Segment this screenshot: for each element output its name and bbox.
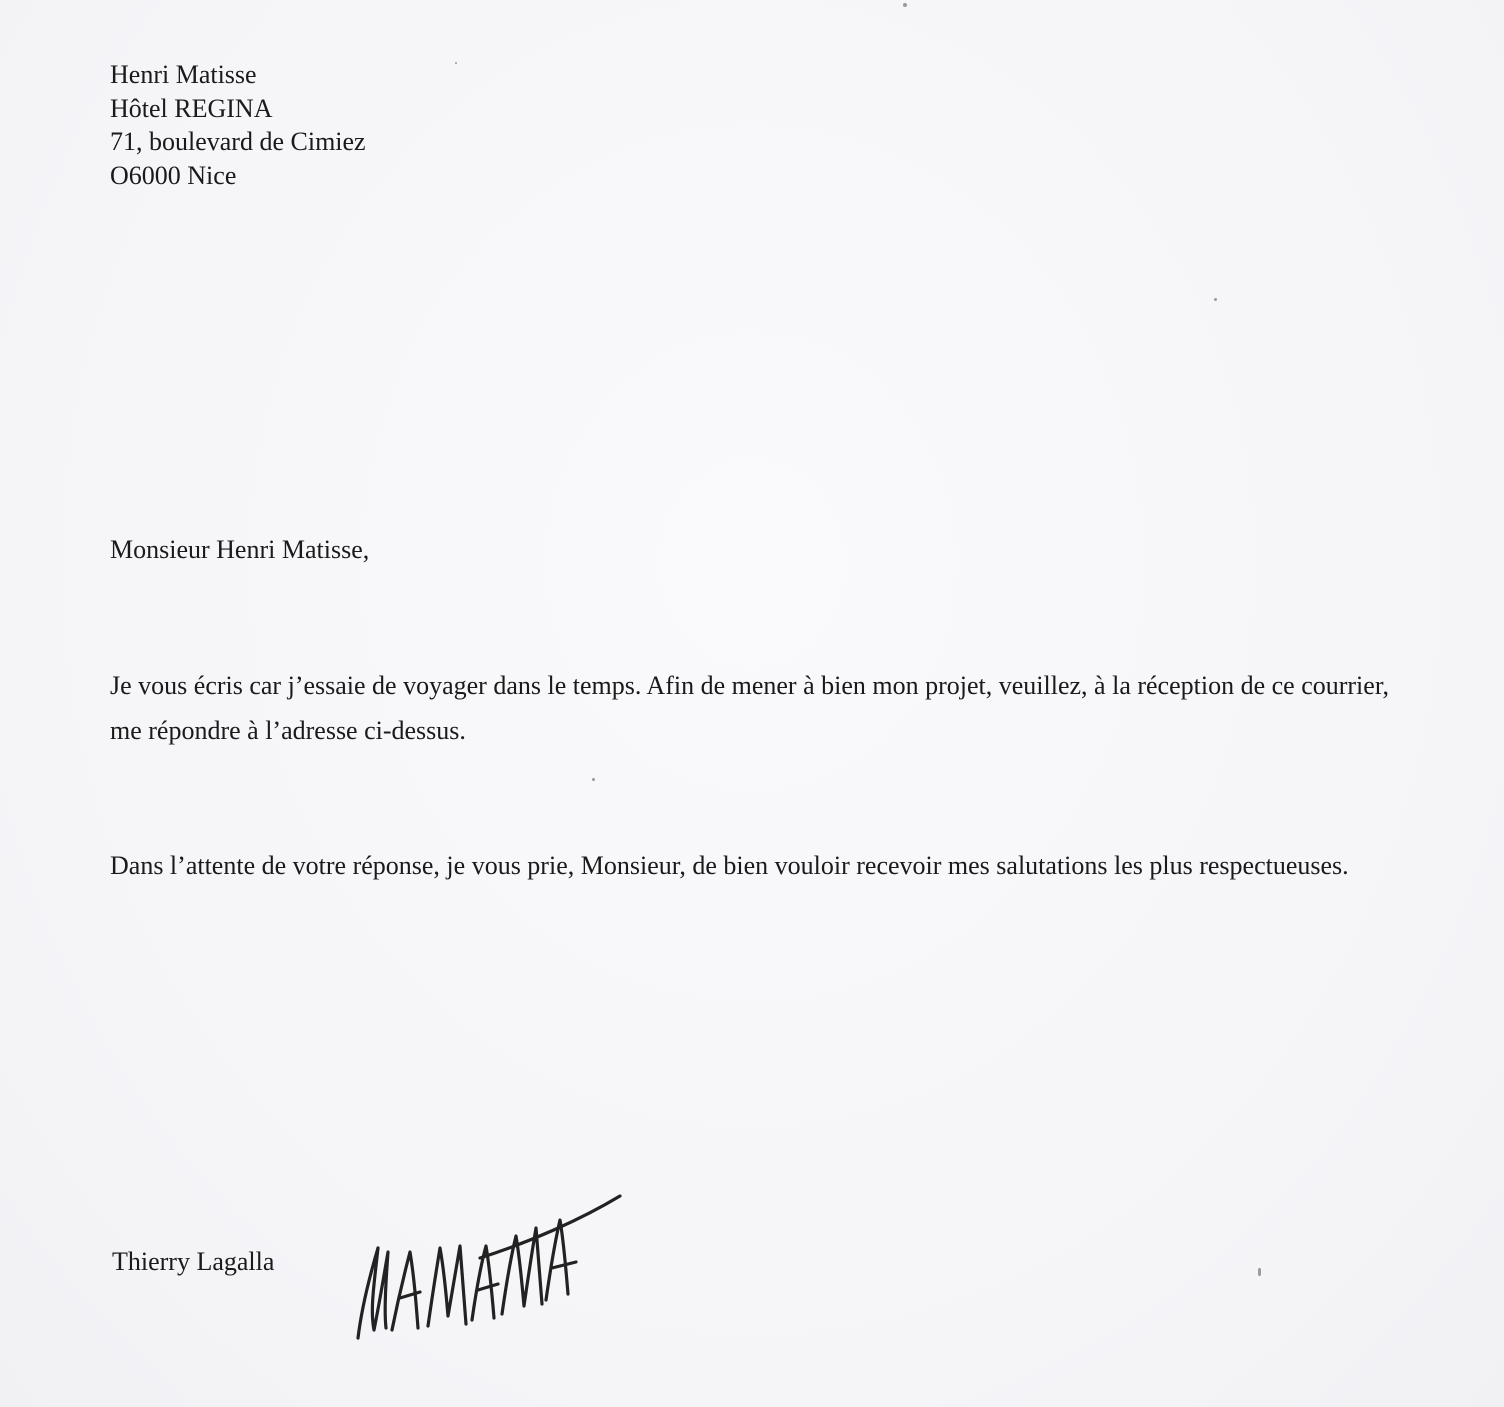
address-name: Henri Matisse xyxy=(110,60,257,89)
body-paragraph-1: Je vous écris car j’essaie de voyager dans le temps. Afin de mener à bien mon projet, veuillez, à la réception de ce courrier, me répondre à l’adresse ci-dessus. xyxy=(110,671,1389,745)
handwritten-signature xyxy=(340,1180,640,1350)
recipient-address xyxy=(110,58,366,192)
salutation: Monsieur Henri Matisse, xyxy=(110,535,370,564)
paper-speck xyxy=(1214,298,1217,301)
address-city: O6000 Nice xyxy=(110,160,237,190)
address-hotel: Hôtel REGINA xyxy=(110,93,273,123)
sender-name: Thierry Lagalla xyxy=(112,1247,275,1276)
paper-speck xyxy=(592,778,595,781)
address-street: 71, boulevard de Cimiez xyxy=(110,127,366,156)
paper-speck xyxy=(1258,1268,1261,1276)
body-paragraph-2: Dans l’attente de votre réponse, je vous prie, Monsieur, de bien vouloir recevoir mes salutations les plus respectueuses. xyxy=(110,851,1349,880)
paper-speck xyxy=(455,62,457,64)
paper-speck xyxy=(903,3,907,7)
